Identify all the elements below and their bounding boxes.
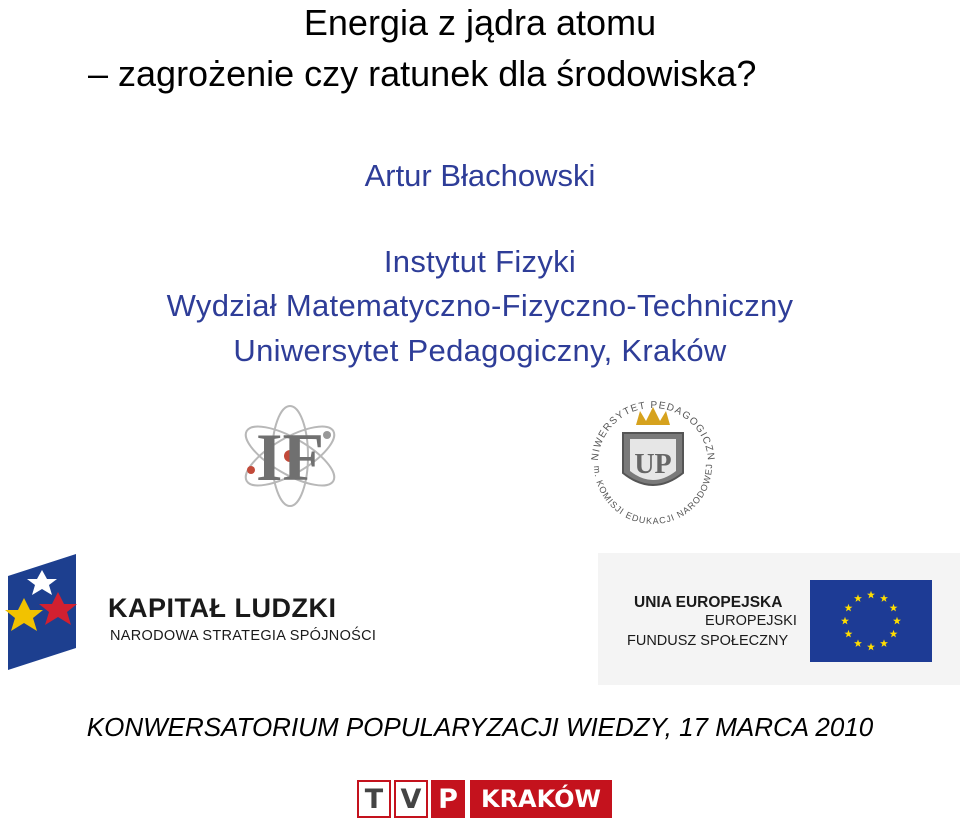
eu-star xyxy=(854,639,862,647)
eu-star xyxy=(893,617,901,625)
eu-line-2: EUROPEJSKI xyxy=(705,613,797,629)
eu-star xyxy=(841,617,849,625)
university-logo xyxy=(578,385,728,533)
eu-star xyxy=(844,604,852,612)
author-name: Artur Błachowski xyxy=(364,158,596,193)
atom-icon xyxy=(235,400,345,512)
tvp-city: KRAKÓW xyxy=(470,780,612,818)
eu-line-1: UNIA EUROPEJSKA xyxy=(634,594,783,611)
eu-star xyxy=(867,591,875,599)
tvp-letter-v: V xyxy=(394,780,428,818)
presentation-subtitle: – zagrożenie czy ratunek dla środowiska? xyxy=(88,53,757,94)
star-flag-icon xyxy=(0,548,95,673)
eu-star xyxy=(867,643,875,651)
kapital-ludzki-subtitle: NARODOWA STRATEGIA SPÓJNOŚCI xyxy=(110,628,377,644)
eu-star xyxy=(890,604,898,612)
presentation-title: Energia z jądra atomu xyxy=(303,2,657,43)
institute-name: Instytut Fizyki xyxy=(383,244,577,279)
institute-logo xyxy=(235,400,345,512)
eu-star xyxy=(854,594,862,602)
university-name: Uniwersytet Pedagogiczny, Kraków xyxy=(233,333,727,368)
institute-monogram: IF xyxy=(256,419,324,495)
kapital-ludzki-title: KAPITAŁ LUDZKI xyxy=(108,593,337,623)
faculty-name: Wydział Matematyczno-Fizyczno-Techniczny xyxy=(166,288,794,323)
eu-star xyxy=(890,630,898,638)
eu-star xyxy=(844,630,852,638)
university-monogram: UP xyxy=(634,449,672,480)
eu-star xyxy=(880,594,888,602)
tvp-letter-p: P xyxy=(431,780,465,818)
tvp-letter-t: T xyxy=(357,780,391,818)
university-arc-bottom: m. KOMISJI EDUKACJI NARODOWEJ xyxy=(591,462,715,527)
eu-star xyxy=(880,639,888,647)
event-caption: KONWERSATORIUM POPULARYZACJI WIEDZY, 17 MARCA 2010 xyxy=(86,712,874,742)
eu-flag-icon xyxy=(810,580,932,662)
tvp-krakow-logo xyxy=(357,780,612,818)
kapital-ludzki-emblem xyxy=(0,548,95,673)
university-arc-top: NIWERSYTET PEDAGOGICZN xyxy=(589,399,717,462)
eu-line-3: FUNDUSZ SPOŁECZNY xyxy=(627,633,789,649)
